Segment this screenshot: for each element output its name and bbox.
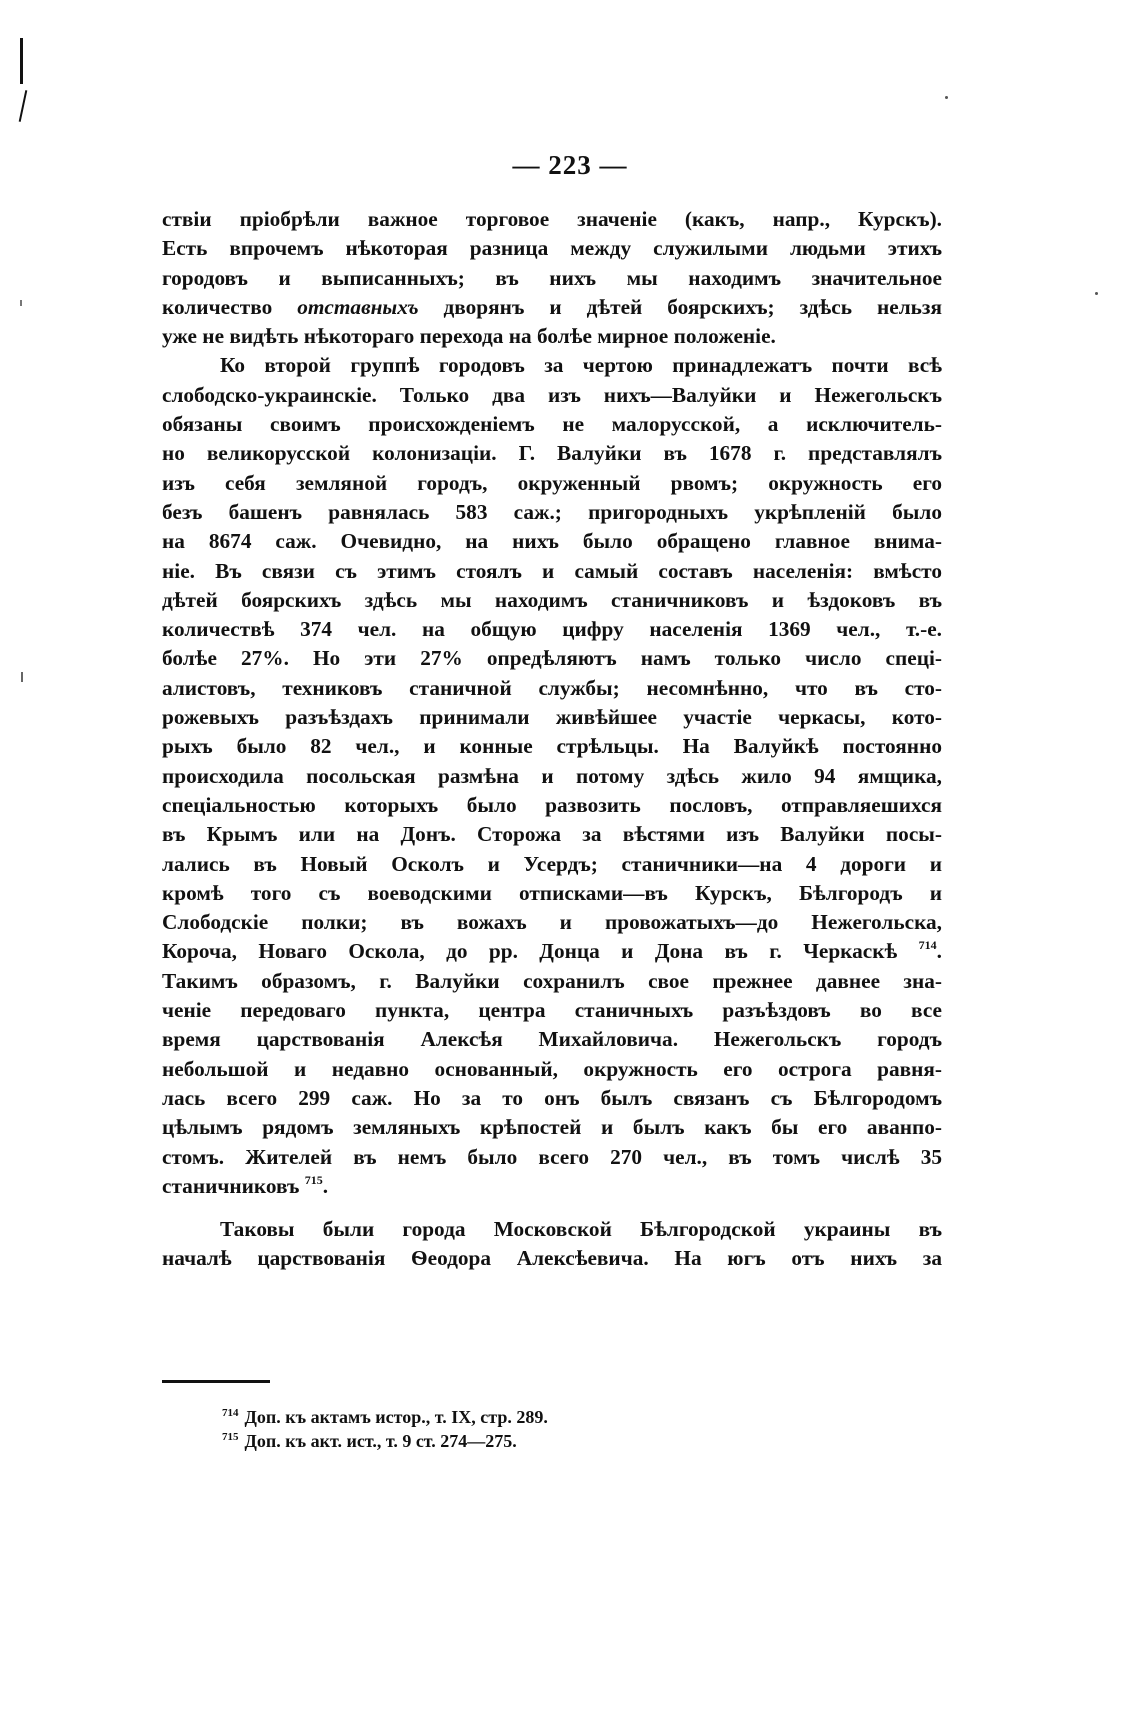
text-line: дѣтей боярскихъ здѣсь мы находимъ станичниковъ и ѣздоковъ въ — [162, 587, 942, 612]
text-line: рожевыхъ разъѣздахъ принимали живѣйшее участіе черкасы, кото- — [162, 705, 942, 730]
text-line: алистовъ, техниковъ станичной службы; несомнѣнно, что въ сто- — [162, 675, 942, 700]
margin-speck — [21, 672, 23, 682]
text-line: ствіи пріобрѣли важное торговое значеніе (какъ, напр., Курскъ). — [162, 207, 942, 231]
text-line: кромѣ того съ воеводскими отписками—въ Курскъ, Бѣлгородъ и — [162, 880, 942, 905]
text-line: но великорусской колонизаціи. Г. Валуйки въ 1678 г. представлялъ — [162, 441, 942, 466]
footnote-number: 714 — [222, 1407, 239, 1419]
text-line: безъ башенъ равнялась 583 саж.; пригородныхъ укрѣпленій было — [162, 499, 942, 524]
footnotes — [222, 1405, 548, 1453]
body-text — [162, 205, 942, 1274]
margin-pencil-mark — [20, 38, 23, 84]
footnote-text: Доп. къ актамъ истор., т. IX, стр. 289. — [244, 1407, 548, 1427]
text-line: рыхъ было 82 чел., и конные стрѣльцы. На Валуйкѣ постоянно — [162, 734, 942, 759]
text-line: спеціальностью которыхъ было развозить пословъ, отправляешихся — [162, 792, 942, 817]
text-line: на 8674 саж. Очевидно, на нихъ было обращено главное внима- — [162, 529, 942, 554]
text-fragment: дворянъ и дѣтей боярскихъ; здѣсь нельзя — [443, 294, 943, 319]
footnote-separator — [162, 1380, 270, 1383]
margin-pencil-mark — [19, 90, 28, 122]
paragraph-3 — [162, 1215, 942, 1274]
text-fragment: Короча, Новаго Оскола, до рр. Донца и Дона въ г. Черкаскѣ — [162, 939, 898, 964]
text-line: Короча, Новаго Оскола, до рр. Донца и Дона въ г. Черкаскѣ $^{714}$. — [162, 938, 942, 964]
text-line: въ Крымъ или на Донъ. Сторожа за вѣстями изъ Валуйки посы- — [162, 822, 942, 847]
text-line: Слободскіе полки; въ вожахъ и провожатыхъ—до Нежегольска, — [162, 910, 942, 935]
text-line: изъ себя земляной городъ, окруженный рвомъ; окружность его — [162, 470, 942, 495]
text-line: началѣ царствованія Ѳеодора Алексѣевича. На югъ отъ нихъ за — [162, 1246, 942, 1271]
text-line: ченіе передоваго пункта, центра станичныхъ разъѣздовъ во все — [162, 998, 942, 1023]
footnote-number: 715 — [222, 1431, 239, 1443]
paper-speck — [1095, 292, 1098, 295]
text-line: Таковы были города Московской Бѣлгородской украины въ — [220, 1217, 942, 1242]
text-line: количествѣ 374 чел. на общую цифру населенія 1369 чел., т.-е. — [162, 617, 942, 642]
text-line: Такимъ образомъ, г. Валуйки сохранилъ свое прежнее давнее зна- — [162, 968, 942, 993]
footnote-715 — [222, 1429, 548, 1453]
margin-speck — [20, 300, 22, 306]
paragraph-2 — [162, 351, 942, 1201]
footnote-714 — [222, 1405, 548, 1429]
text-fragment: количество — [162, 294, 273, 319]
text-line: происходила посольская размѣна и потому здѣсь жило 94 ямщика, — [162, 763, 942, 788]
text-line: небольшой и недавно основанный, окружность его острога равня- — [162, 1056, 942, 1081]
text-line: время царствованія Алексѣя Михайловича. Нежегольскъ городъ — [162, 1027, 942, 1052]
text-line: стомъ. Жителей въ немъ было всего 270 чел., въ томъ числѣ 35 — [162, 1144, 942, 1169]
text-line: цѣлымъ рядомъ земляныхъ крѣпостей и былъ какъ бы его аванпо- — [162, 1115, 942, 1140]
text-line: Ко второй группѣ городовъ за чертою принадлежатъ почти всѣ — [220, 353, 942, 378]
paragraph-1 — [162, 205, 942, 351]
text-line: городовъ и выписанныхъ; въ нихъ мы находимъ значительное — [162, 265, 942, 290]
footnote-ref: 715 — [304, 1172, 323, 1187]
text-line: слободско-украинскіе. Только два изъ нихъ—Валуйки и Нежегольскъ — [162, 382, 942, 407]
text-line: обязаны своимъ происхожденіемъ не малорусской, а исключитель- — [162, 412, 942, 437]
footnote-ref: 714 — [918, 938, 937, 953]
text-line: лались въ Новый Осколъ и Усердъ; станичники—на 4 дороги и — [162, 851, 942, 876]
page-number: — 223 — — [512, 150, 628, 180]
text-line — [162, 293, 942, 322]
text-line: уже не видѣть нѣкотораго перехода на болѣе мирное положеніе. — [162, 324, 776, 349]
italic-word: отставныхъ — [297, 294, 419, 319]
text-line: лась всего 299 саж. Но за то онъ былъ связанъ съ Бѣлгородомъ — [162, 1085, 942, 1110]
paper-speck — [945, 96, 948, 99]
text-line: болѣе 27%. Но эти 27% опредѣляютъ намъ только число спеці- — [162, 646, 942, 671]
footnote-text: Доп. къ акт. ист., т. 9 ст. 274—275. — [244, 1431, 517, 1451]
text-fragment: станичниковъ — [162, 1173, 300, 1198]
text-line: станичниковъ $^{715}$. — [162, 1172, 329, 1198]
text-line: ніе. Въ связи съ этимъ стоялъ и самый составъ населенія: вмѣсто — [162, 558, 942, 583]
text-line: Есть впрочемъ нѣкоторая разница между служилыми людьми этихъ — [162, 236, 942, 261]
